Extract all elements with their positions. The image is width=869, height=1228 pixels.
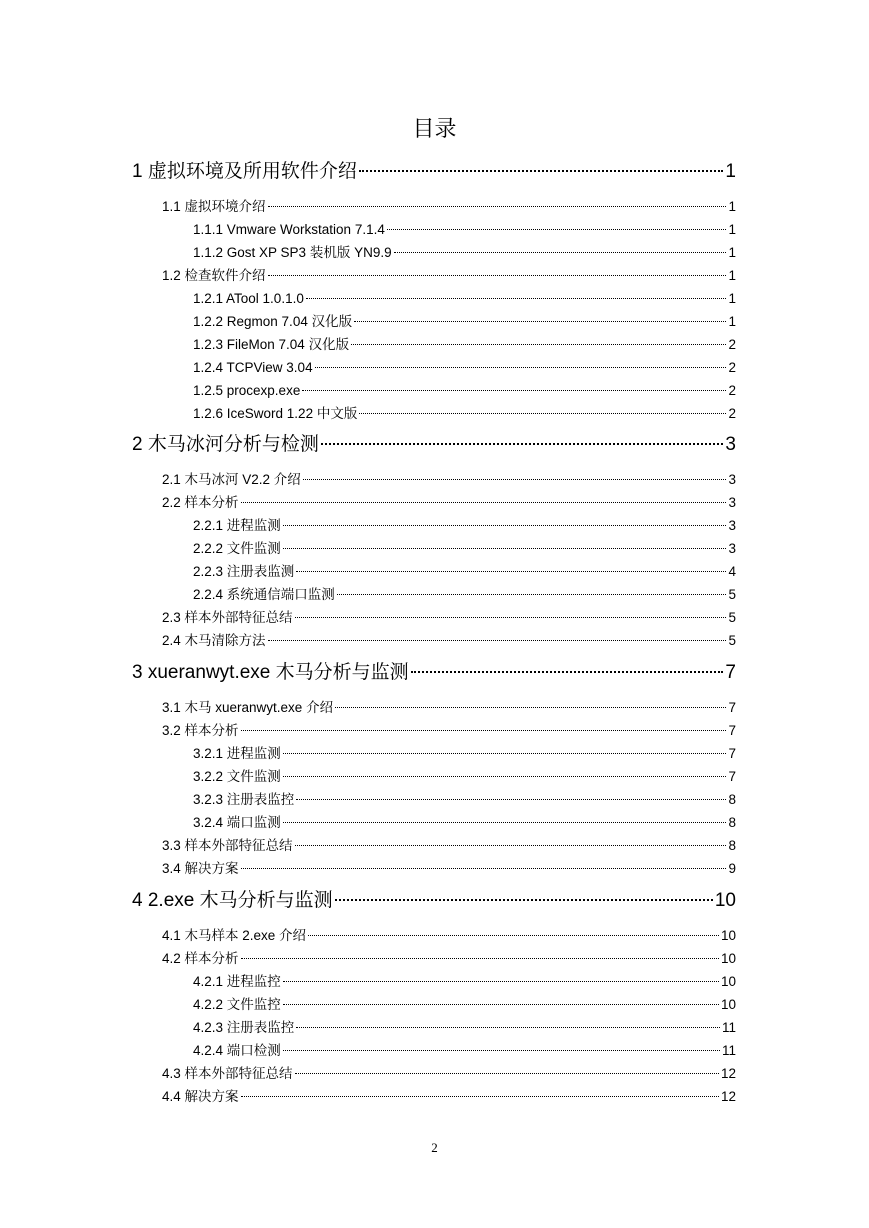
toc-entry-label: 1.1.1 Vmware Workstation 7.1.4 [193,222,385,237]
dot-leader [241,868,727,869]
toc-entry-level-3[interactable] [193,313,736,331]
dot-leader [241,730,727,731]
dot-leader [335,899,713,901]
toc-entry-level-1[interactable] [132,160,736,184]
dot-leader [268,206,727,207]
toc-entry-page: 2 [728,383,736,398]
toc-entry-page: 3 [728,495,736,510]
dot-leader [283,1050,720,1051]
toc-entry-page: 8 [728,792,736,807]
toc-entry-page: 3 [728,518,736,533]
dot-leader [283,1004,719,1005]
toc-entry-label: 4.2.2 文件监控 [193,997,281,1012]
dot-leader [268,640,727,641]
toc-entry-page: 1 [728,245,736,260]
toc-entry-label: 1.2.2 Regmon 7.04 汉化版 [193,314,353,329]
toc-entry-page: 3 [725,434,736,455]
toc-entry-page: 1 [728,222,736,237]
toc-entry-level-3[interactable] [193,336,736,354]
toc-entry-label: 3.2.1 进程监测 [193,746,281,761]
toc-entry-label: 3.2.3 注册表监控 [193,792,295,807]
toc-entry-level-3[interactable] [193,1042,736,1060]
dot-leader [359,170,724,172]
toc-entry-label: 3.2.4 端口监测 [193,815,281,830]
toc-entry-page: 10 [720,928,736,943]
dot-leader [283,753,727,754]
toc-entry-level-3[interactable] [193,586,736,604]
toc-entry-label: 1.2.3 FileMon 7.04 汉化版 [193,337,350,352]
toc-entry-level-3[interactable] [193,973,736,991]
dot-leader [283,822,727,823]
toc-entry-page: 2 [728,406,736,421]
toc-entry-page: 1 [728,291,736,306]
toc-entry-page: 7 [728,700,736,715]
toc-entry-level-3[interactable] [193,382,736,400]
toc-entry-level-2[interactable] [162,267,736,285]
dot-leader [283,525,727,526]
dot-leader [337,594,727,595]
toc-entry-level-2[interactable] [162,950,736,968]
toc-entry-page: 10 [720,997,736,1012]
toc-entry-level-3[interactable] [193,745,736,763]
toc-entry-level-1[interactable] [132,433,736,457]
toc-entry-level-3[interactable] [193,359,736,377]
toc-entry-label: 3 xueranwyt.exe 木马分析与监测 [132,662,409,683]
toc-entry-level-3[interactable] [193,996,736,1014]
toc-entry-label: 1 虚拟环境及所用软件介绍 [132,161,357,182]
toc-entry-page: 5 [728,610,736,625]
toc-entry-label: 2.3 样本外部特征总结 [162,610,293,625]
toc-entry-page: 12 [720,1066,736,1081]
toc-entry-label: 3.3 样本外部特征总结 [162,838,293,853]
toc-entry-label: 1.2.5 procexp.exe [193,383,301,398]
toc-entry-page: 8 [728,815,736,830]
dot-leader [241,1096,719,1097]
toc-entry-label: 4.2.1 进程监控 [193,974,281,989]
toc-title: 目录 [412,116,457,141]
toc-entry-page: 5 [728,587,736,602]
toc-entry-label: 3.2.2 文件监测 [193,769,281,784]
toc-entry-level-3[interactable] [193,290,736,308]
toc-entry-page: 7 [728,769,736,784]
toc-entry-level-3[interactable] [193,768,736,786]
toc-entry-level-2[interactable] [162,1088,736,1106]
toc-entry-level-2[interactable] [162,1065,736,1083]
toc-entry-page: 10 [714,890,736,911]
toc-entry-level-3[interactable] [193,517,736,535]
toc-entry-page: 10 [720,974,736,989]
dot-leader [241,502,727,503]
toc-entry-label: 2.2.1 进程监测 [193,518,281,533]
toc-entry-label: 1.1.2 Gost XP SP3 装机版 YN9.9 [193,245,392,260]
toc-entry-page: 10 [720,951,736,966]
toc-entry-level-1[interactable] [132,889,736,913]
toc-entry-page: 12 [720,1089,736,1104]
toc-entry-label: 2.2.4 系统通信端口监测 [193,587,335,602]
toc-entry-level-2[interactable] [162,699,736,717]
toc-entry-page: 4 [728,564,736,579]
dot-leader [295,617,727,618]
toc-entry-label: 1.1 虚拟环境介绍 [162,199,266,214]
dot-leader [268,275,727,276]
toc-entry-level-3[interactable] [193,244,736,262]
dot-leader [387,229,727,230]
dot-leader [295,1073,719,1074]
toc-entry-page: 1 [728,199,736,214]
toc-entry-page: 11 [721,1020,736,1035]
toc-entry-level-2[interactable] [162,198,736,216]
toc-entry-label: 4.2.4 端口检测 [193,1043,281,1058]
toc-entry-label: 4.1 木马样本 2.exe 介绍 [162,928,307,943]
toc-entry-level-2[interactable] [162,632,736,650]
dot-leader [296,799,726,800]
toc-entry-page: 1 [728,268,736,283]
toc-entry-level-2[interactable] [162,860,736,878]
dot-leader [315,367,727,368]
dot-leader [308,935,719,936]
toc-entry-page: 1 [725,161,736,182]
page-number: 2 [431,1140,438,1155]
toc-entry-label: 2.2.3 注册表监测 [193,564,295,579]
toc-entry-page: 7 [728,723,736,738]
toc-entry-label: 3.2 样本分析 [162,723,239,738]
toc-entry-level-1[interactable] [132,661,736,685]
dot-leader [411,671,724,673]
toc-entry-level-2[interactable] [162,837,736,855]
toc-entry-level-3[interactable] [193,405,736,423]
toc-entry-page: 11 [721,1043,736,1058]
toc-entry-page: 7 [728,746,736,761]
dot-leader [296,571,726,572]
toc-entry-page: 3 [728,541,736,556]
toc-entry-level-2[interactable] [162,722,736,740]
dot-leader [296,1027,720,1028]
toc-entry-level-2[interactable] [162,609,736,627]
toc-entry-label: 4.2 样本分析 [162,951,239,966]
toc-entry-label: 1.2 检查软件介绍 [162,268,266,283]
toc-entry-page: 7 [725,662,736,683]
toc-entry-label: 4 2.exe 木马分析与监测 [132,890,333,911]
toc-entry-level-3[interactable] [193,221,736,239]
toc-entry-level-2[interactable] [162,471,736,489]
toc-entry-level-2[interactable] [162,927,736,945]
toc-entry-page: 8 [728,838,736,853]
toc-entry-label: 1.2.6 IceSword 1.22 中文版 [193,406,358,421]
toc-entry-label: 4.3 样本外部特征总结 [162,1066,293,1081]
toc-entry-page: 2 [728,337,736,352]
dot-leader [283,981,719,982]
dot-leader [302,390,726,391]
toc-entry-label: 2.1 木马冰河 V2.2 介绍 [162,472,301,487]
toc-entry-level-3[interactable] [193,1019,736,1037]
toc-entry-level-3[interactable] [193,814,736,832]
dot-leader [335,707,726,708]
dot-leader [295,845,727,846]
dot-leader [394,252,727,253]
toc-entry-page: 9 [728,861,736,876]
dot-leader [321,443,724,445]
toc-entry-level-2[interactable] [162,494,736,512]
toc-entry-label: 2.2 样本分析 [162,495,239,510]
toc-entry-level-3[interactable] [193,791,736,809]
dot-leader [306,298,727,299]
dot-leader [351,344,726,345]
dot-leader [241,958,719,959]
dot-leader [354,321,726,322]
toc-entry-page: 2 [728,360,736,375]
toc-entry-page: 3 [728,472,736,487]
toc-entry-label: 1.2.4 TCPView 3.04 [193,360,313,375]
toc-entry-label: 2.2.2 文件监测 [193,541,281,556]
toc-entry-label: 3.4 解决方案 [162,861,239,876]
toc-entry-level-3[interactable] [193,563,736,581]
toc-entry-page: 1 [728,314,736,329]
toc-entry-label: 1.2.1 ATool 1.0.1.0 [193,291,304,306]
toc-entry-label: 3.1 木马 xueranwyt.exe 介绍 [162,700,334,715]
dot-leader [359,413,726,414]
toc-entry-label: 2.4 木马清除方法 [162,633,266,648]
toc-entry-level-3[interactable] [193,540,736,558]
toc-entry-label: 2 木马冰河分析与检测 [132,434,319,455]
toc-entry-label: 4.4 解决方案 [162,1089,239,1104]
toc-entry-label: 4.2.3 注册表监控 [193,1020,295,1035]
dot-leader [283,776,727,777]
toc-entry-page: 5 [728,633,736,648]
dot-leader [303,479,727,480]
dot-leader [283,548,727,549]
